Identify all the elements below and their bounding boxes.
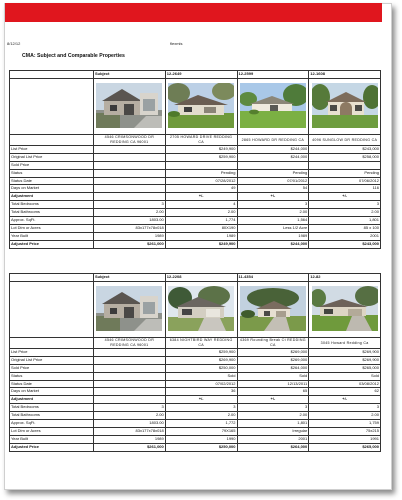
column-id: 12-2599 <box>237 71 309 79</box>
table-cell: 83x177x78x018 <box>94 224 166 232</box>
table-cell: 07/02/2012 <box>165 380 237 388</box>
table-cell: 1989 <box>165 232 237 240</box>
photo-row <box>10 281 381 337</box>
table-cell: $244,000 <box>237 145 309 153</box>
photo-cell <box>309 78 381 134</box>
table-cell: 116 <box>309 185 381 193</box>
row-label: Sold Price <box>10 364 94 372</box>
row-label: Lot Dim or Acres <box>10 427 94 435</box>
table-cell <box>237 161 309 169</box>
table-cell: $265,000 <box>309 443 381 451</box>
table-cell <box>94 145 166 153</box>
row-label: Approx. SqFt. <box>10 420 94 428</box>
address-row <box>10 134 381 145</box>
address-row <box>10 337 381 348</box>
table-cell: 1,759 <box>309 420 381 428</box>
address-row-blank <box>10 337 94 348</box>
table-cell: 85 x 100 <box>309 224 381 232</box>
table-cell: 80X190 <box>165 224 237 232</box>
document-title: CMA: Subject and Comparable Properties <box>22 53 125 59</box>
row-label: Status <box>10 372 94 380</box>
table-row <box>10 348 381 356</box>
table-cell: $258,000 <box>309 153 381 161</box>
row-label: List Price <box>10 145 94 153</box>
table-cell: $269,000 <box>237 348 309 356</box>
table-row <box>10 412 381 420</box>
row-label: Original List Price <box>10 153 94 161</box>
table-cell <box>94 364 166 372</box>
table-cell: $243,000 <box>309 240 381 248</box>
property-address: 4546 CRIMSONWOOD DR REDDING CA 96001 <box>94 337 166 348</box>
report-date: 8/12/12 <box>7 41 21 46</box>
table-row <box>10 380 381 388</box>
header-blank <box>10 71 94 79</box>
table-cell: 1,801 <box>309 217 381 225</box>
table-cell: $259,900 <box>165 153 237 161</box>
table-cell: 79X165 <box>165 427 237 435</box>
photo-cell <box>165 78 237 134</box>
table-cell: 3 <box>237 404 309 412</box>
table-cell: $250,000 <box>165 443 237 451</box>
cma-table-2 <box>9 273 381 452</box>
table-cell: +/- <box>165 396 237 404</box>
table-cell: 3 <box>309 404 381 412</box>
column-header-row <box>10 274 381 282</box>
header-bar <box>5 3 382 22</box>
table-cell <box>94 185 166 193</box>
table-cell: 2.00 <box>94 209 166 217</box>
table-row <box>10 177 381 185</box>
table-cell <box>94 372 166 380</box>
table-cell: $269,900 <box>309 348 381 356</box>
table-cell: 1989 <box>94 232 166 240</box>
table-cell: $269,900 <box>309 356 381 364</box>
property-address: 2705 HOWARD DRIVE REDDING CA <box>165 134 237 145</box>
table-cell: 3 <box>94 201 166 209</box>
table-row <box>10 201 381 209</box>
address-row-blank <box>10 134 94 145</box>
table-cell: $250,000 <box>165 364 237 372</box>
table-row <box>10 209 381 217</box>
table-cell: 62 <box>309 388 381 396</box>
photo-cell <box>237 78 309 134</box>
table-cell <box>94 380 166 388</box>
table-cell: Sold <box>237 372 309 380</box>
house-photo-subject <box>96 286 162 331</box>
table-row <box>10 427 381 435</box>
row-label: Days on Market <box>10 185 94 193</box>
table-cell: +/- <box>237 396 309 404</box>
row-label: Year Built <box>10 435 94 443</box>
table-cell: $269,900 <box>165 356 237 364</box>
cma-table-1 <box>9 70 381 249</box>
column-id: 12-1608 <box>309 71 381 79</box>
table-row <box>10 185 381 193</box>
row-label: Sold Price <box>10 161 94 169</box>
table-cell: $243,000 <box>309 145 381 153</box>
table-cell: 1803.00 <box>94 420 166 428</box>
header-blank <box>10 274 94 282</box>
table-cell: 1990 <box>165 435 237 443</box>
photo-cell <box>94 78 166 134</box>
table-cell: 1,801 <box>237 420 309 428</box>
table-row <box>10 356 381 364</box>
table-cell: Pending <box>165 169 237 177</box>
house-photo-d <box>168 286 234 331</box>
table-cell <box>94 153 166 161</box>
table-row <box>10 396 381 404</box>
table-cell: $249,900 <box>165 240 237 248</box>
house-photo-b <box>240 83 306 128</box>
table-cell: 1989 <box>94 435 166 443</box>
table-cell: Irregular <box>237 427 309 435</box>
table-cell: Less 1/2 Acre <box>237 224 309 232</box>
property-address: 3045 Howard Redding Ca <box>309 337 381 348</box>
table-row <box>10 364 381 372</box>
table-cell: 07/01/2012 <box>237 177 309 185</box>
table-cell: 3 <box>237 201 309 209</box>
table-cell: $249,900 <box>165 145 237 153</box>
table-cell: 1991 <box>309 435 381 443</box>
table-row <box>10 193 381 201</box>
table-cell <box>309 161 381 169</box>
row-label: Status <box>10 169 94 177</box>
table-cell: 2.00 <box>94 412 166 420</box>
column-id: Subject <box>94 274 166 282</box>
house-photo-a <box>168 83 234 128</box>
photo-row <box>10 78 381 134</box>
row-label: Original List Price <box>10 356 94 364</box>
table-row <box>10 388 381 396</box>
column-id: 12-82 <box>309 274 381 282</box>
row-label: List Price <box>10 348 94 356</box>
table-row <box>10 161 381 169</box>
row-label: Total Bedrooms <box>10 201 94 209</box>
column-header-row <box>10 71 381 79</box>
row-label: Days on Market <box>10 388 94 396</box>
photo-cell <box>165 281 237 337</box>
row-label: Adjusted Price <box>10 240 94 248</box>
table-row <box>10 443 381 451</box>
row-label: Total Bathrooms <box>10 209 94 217</box>
table-cell: $244,000 <box>237 153 309 161</box>
table-cell: 2.00 <box>309 412 381 420</box>
table-cell <box>94 161 166 169</box>
table-cell: 1,774 <box>165 217 237 225</box>
table-row <box>10 145 381 153</box>
table-row <box>10 169 381 177</box>
photo-cell <box>309 281 381 337</box>
table-cell: 2.00 <box>165 209 237 217</box>
table-cell: 83x177x78x018 <box>94 427 166 435</box>
table-cell: 75x215 <box>309 427 381 435</box>
table-cell: 2.00 <box>237 412 309 420</box>
photo-row-blank <box>10 281 94 337</box>
row-label: Adjusted Price <box>10 443 94 451</box>
table-cell: 4 <box>165 201 237 209</box>
table-row <box>10 232 381 240</box>
table-cell: 12/13/2011 <box>237 380 309 388</box>
property-address: 2865 HOWARD DR REDDING CA <box>237 134 309 145</box>
table-cell: Pending <box>237 169 309 177</box>
row-label: Lot Dim or Acres <box>10 224 94 232</box>
photo-row-blank <box>10 78 94 134</box>
table-cell: +/- <box>165 193 237 201</box>
table-cell: 07/28/2012 <box>165 177 237 185</box>
property-address: 4096 SUNGLOW DR REDDING CA <box>309 134 381 145</box>
column-id: 11-4354 <box>237 274 309 282</box>
table-cell: $261,000 <box>94 240 166 248</box>
row-label: Total Bathrooms <box>10 412 94 420</box>
row-label: Status Date <box>10 380 94 388</box>
table-cell: 03/08/2012 <box>309 380 381 388</box>
row-label: Approx. SqFt. <box>10 217 94 225</box>
table-cell: +/- <box>309 396 381 404</box>
table-row <box>10 217 381 225</box>
table-row <box>10 153 381 161</box>
table-cell <box>94 177 166 185</box>
property-address: 4369 Rounding Break Ct REDDING CA <box>237 337 309 348</box>
row-label: Year Built <box>10 232 94 240</box>
table-cell: $259,900 <box>165 348 237 356</box>
table-cell: $264,000 <box>237 443 309 451</box>
table-cell: 2.00 <box>165 412 237 420</box>
photo-cell <box>237 281 309 337</box>
column-id: 12-2649 <box>165 71 237 79</box>
table-cell <box>94 396 166 404</box>
row-label: Adjustment <box>10 396 94 404</box>
house-photo-subject <box>96 83 162 128</box>
table-cell: 1,564 <box>237 217 309 225</box>
table-cell: 36 <box>165 388 237 396</box>
table-cell: 1,772 <box>165 420 237 428</box>
table-cell: $269,000 <box>237 356 309 364</box>
table-cell: 3 <box>165 404 237 412</box>
table-cell: 1803.00 <box>94 217 166 225</box>
house-photo-f <box>312 286 378 331</box>
table-cell: 07/06/2012 <box>309 177 381 185</box>
table-cell: Sold <box>309 372 381 380</box>
table-cell: 3 <box>94 404 166 412</box>
table-cell: $244,000 <box>237 240 309 248</box>
table-cell: $264,000 <box>237 364 309 372</box>
table-cell: Pending <box>309 169 381 177</box>
table-cell: 2.00 <box>309 209 381 217</box>
table-cell: 54 <box>237 185 309 193</box>
table-cell: 2001 <box>309 232 381 240</box>
table-cell: $261,000 <box>94 443 166 451</box>
row-label: Status Date <box>10 177 94 185</box>
table-cell <box>165 161 237 169</box>
table-cell: 65 <box>237 388 309 396</box>
property-address: 4546 CRIMSONWOOD DR REDDING CA 96001 <box>94 134 166 145</box>
table-row <box>10 435 381 443</box>
table-cell <box>94 169 166 177</box>
property-address: 6384 NIGHTBIRD WAY REDDING CA <box>165 337 237 348</box>
photo-cell <box>94 281 166 337</box>
table-row <box>10 420 381 428</box>
house-photo-c <box>312 83 378 128</box>
column-id: 12-2208 <box>165 274 237 282</box>
table-row <box>10 224 381 232</box>
table-cell <box>94 348 166 356</box>
brand-name: flexmls <box>170 41 183 46</box>
house-photo-e <box>240 286 306 331</box>
table-cell <box>94 388 166 396</box>
table-cell: +/- <box>237 193 309 201</box>
table-cell: $265,000 <box>309 364 381 372</box>
row-label: Adjustment <box>10 193 94 201</box>
row-label: Total Bedrooms <box>10 404 94 412</box>
table-cell: 2001 <box>237 435 309 443</box>
column-id: Subject <box>94 71 166 79</box>
table-cell: Sold <box>165 372 237 380</box>
table-row <box>10 372 381 380</box>
table-cell: 3 <box>309 201 381 209</box>
table-cell: 49 <box>165 185 237 193</box>
table-cell <box>94 193 166 201</box>
table-cell <box>94 356 166 364</box>
table-cell: 1989 <box>237 232 309 240</box>
table-cell: +/- <box>309 193 381 201</box>
table-row <box>10 404 381 412</box>
table-row <box>10 240 381 248</box>
table-cell: 2.00 <box>237 209 309 217</box>
